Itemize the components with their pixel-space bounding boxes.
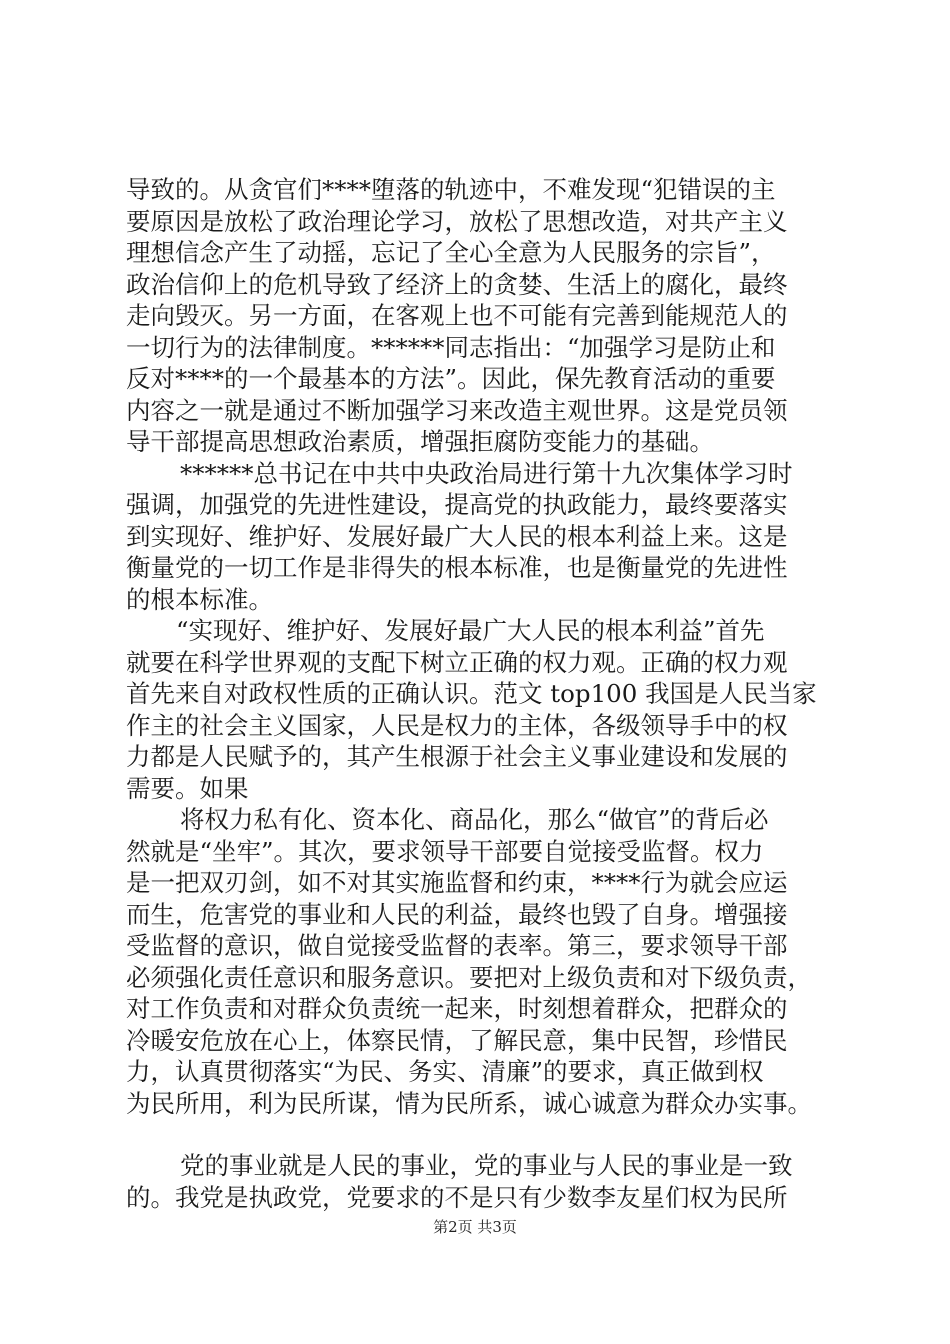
text-line: 力，认真贯彻落实“为民、务实、清廉”的要求，真正做到权 — [126, 1057, 764, 1086]
text-line: 需要。如果 — [126, 773, 249, 803]
text-line: 一切行为的法律制度。******同志指出：“加强学习是防止和 — [126, 332, 776, 362]
text-line: 而生，危害党的事业和人民的利益，最终也毁了自身。增强接 — [126, 899, 788, 929]
text-line: 对工作负责和对群众负责统一起来，时刻想着群众，把群众的 — [126, 994, 788, 1023]
text-line: 内容之一就是通过不断加强学习来改造主观世界。这是党员领 — [126, 395, 788, 425]
text-line: 政治信仰上的危机导致了经济上的贪婪、生活上的腐化，最终 — [126, 269, 788, 299]
text-line: 要原因是放松了政治理论学习，放松了思想改造，对共产主义 — [126, 206, 788, 236]
text-line: 走向毁灭。另一方面，在客观上也不可能有完善到能规范人的 — [126, 301, 788, 330]
text-line: 冷暖安危放在心上，体察民情，了解民意，集中民智，珍惜民 — [126, 1025, 788, 1055]
text-line: ******总书记在中共中央政治局进行第十九次集体学习时 — [180, 458, 793, 488]
paragraph-gap — [126, 1119, 842, 1150]
text-line: 必须强化责任意识和服务意识。要把对上级负责和对下级负责， — [126, 962, 812, 992]
text-line: 为民所用，利为民所谋，情为民所系，诚心诚意为群众办实事。 — [126, 1088, 812, 1118]
text-line: 导干部提高思想政治素质，增强拒腐防变能力的基础。 — [126, 427, 714, 456]
text-line: 的。我党是执政党，党要求的不是只有少数李友星们权为民所 — [126, 1182, 788, 1212]
text-line: 理想信念产生了动摇，忘记了全心全意为人民服务的宗旨”， — [126, 238, 776, 267]
text-line: 衡量党的一切工作是非得失的根本标准，也是衡量党的先进性 — [126, 553, 788, 582]
text-line: 作主的社会主义国家，人民是权力的主体，各级领导手中的权 — [126, 710, 788, 740]
page-footer: 第2页 共3页 — [433, 1218, 517, 1236]
text-line: 就要在科学世界观的支配下树立正确的权力观。正确的权力观 — [126, 647, 788, 677]
text-line: “实现好、维护好、发展好最广大人民的根本利益”首先 — [176, 616, 765, 645]
text-line: 首先来自对政权性质的正确认识。范文 top100 我国是人民当家 — [126, 679, 817, 708]
text-line: 力都是人民赋予的，其产生根源于社会主义事业建设和发展的 — [126, 742, 788, 771]
text-line: 到实现好、维护好、发展好最广大人民的根本利益上来。这是 — [126, 521, 788, 551]
text-line: 将权力私有化、资本化、商品化，那么“做官”的背后必 — [180, 805, 769, 834]
document-body — [126, 174, 842, 1213]
text-line: 导致的。从贪官们****堕落的轨迹中，不难发现“犯错误的主 — [126, 175, 776, 204]
text-line: 然就是“坐牢”。其次，要求领导干部要自觉接受监督。权力 — [126, 836, 764, 866]
text-line: 反对****的一个最基本的方法”。因此，保先教育活动的重要 — [126, 364, 776, 393]
text-line: 党的事业就是人民的事业，党的事业与人民的事业是一致 — [180, 1151, 793, 1180]
text-line: 是一把双刃剑，如不对其实施监督和约束，****行为就会应运 — [126, 868, 788, 897]
text-line: 强调，加强党的先进性建设，提高党的执政能力，最终要落实 — [126, 490, 788, 519]
text-line: 的根本标准。 — [126, 584, 273, 614]
text-line: 受监督的意识，做自觉接受监督的表率。第三，要求领导干部 — [126, 931, 788, 960]
